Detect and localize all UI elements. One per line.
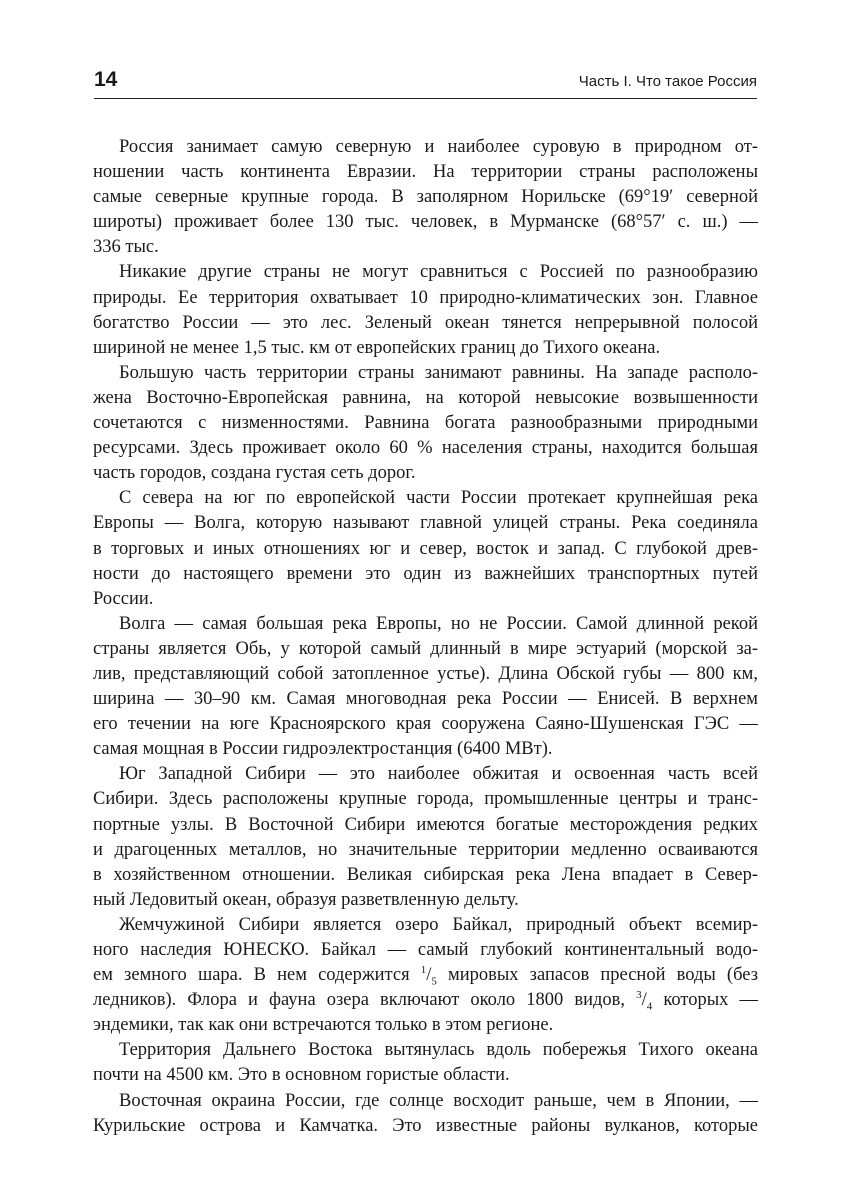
paragraph-4-line-1: С севера на юг по европейской части России протекает крупнейшая река xyxy=(119,488,758,509)
paragraph-7-line-1: Жемчужиной Сибири является озеро Байкал, природный объект всемир- xyxy=(119,914,758,935)
paragraph-4-line-3: в торговых и иных отношениях юг и север, восток и запад. С глубокой древ- xyxy=(93,538,758,559)
paragraph-5-line-4: ширина — 30–90 км. Самая многоводная река России — Енисей. В верхнем xyxy=(93,689,758,710)
paragraph-5-line-5: его течении на юге Красноярского края сооружена Саяно-Шушенская ГЭС — xyxy=(93,714,758,735)
paragraph-5-line-2: страны является Обь, у которой самый длинный в мире эстуарий (морской за- xyxy=(93,638,758,659)
paragraph-7-line-5: эндемики, так как они встречаются только в этом регионе. xyxy=(93,1015,554,1036)
paragraph-6-line-3: портные узлы. В Восточной Сибири имеются богатые месторождения редких xyxy=(93,814,758,835)
running-title: Часть I. Что такое Россия xyxy=(578,73,757,90)
text-run: ем земного шара. В нем содержится xyxy=(93,965,421,986)
paragraph-9-line-1: Восточная окраина России, где солнце восходит раньше, чем в Японии, — xyxy=(119,1090,758,1111)
paragraph-2-line-4: шириной не менее 1,5 тыс. км от европейских границ до Тихого океана. xyxy=(93,337,661,358)
paragraph-7-line-2: ного наследия ЮНЕСКО. Байкал — самый глубокий континентальный водо- xyxy=(93,940,758,960)
paragraph-8-line-2: почти на 4500 км. Это в основном гористые области. xyxy=(93,1065,510,1086)
paragraph-4-line-2: Европы — Волга, которую называют главной улицей страны. Река соединяла xyxy=(93,513,758,534)
fraction-numerator: 3 xyxy=(636,989,642,1002)
body-text xyxy=(93,135,758,1139)
text-run: мировых запасов пресной воды (без xyxy=(436,965,759,986)
paragraph-3-line-4: ресурсами. Здесь проживает около 60 % населения страны, находится большая xyxy=(93,438,758,459)
fraction-denominator: 4 xyxy=(646,1000,653,1013)
paragraph-2-line-1: Никакие другие страны не могут сравниться с Россией по разнообразию xyxy=(119,262,758,283)
paragraph-3-line-2: жена Восточно-Европейская равнина, на которой невысокие возвышенности xyxy=(93,387,758,408)
paragraph-3-line-1: Большую часть территории страны занимают равнины. На западе располо- xyxy=(119,362,758,383)
paragraph-1-line-1: Россия занимает самую северную и наиболее суровую в природном от- xyxy=(119,137,758,157)
paragraph-1-line-4: широты) проживает более 130 тыс. человек, в Мурманске (68°57′ с. ш.) — xyxy=(93,212,758,233)
paragraph-5-line-6: самая мощная в России гидроэлектростанция (6400 МВт). xyxy=(93,739,553,760)
paragraph-5-line-3: лив, представляющий собой затопленное устье). Длина Обской губы — 800 км, xyxy=(93,663,758,684)
paragraph-3-line-5: часть городов, создана густая сеть дорог. xyxy=(93,463,416,484)
paragraph-4-line-5: России. xyxy=(93,588,154,609)
paragraph-2-line-2: природы. Ее территория охватывает 10 природно-климатических зон. Главное xyxy=(93,287,758,308)
paragraph-7-line-4: ледников). Флора и фауна озера включают около 1800 видов, $^3/_4$ которых — xyxy=(93,989,758,1013)
paragraph-2-line-3: богатство России — это лес. Зеленый океан тянется непрерывной полосой xyxy=(93,312,758,333)
paragraph-4-line-4: ности до настоящего времени это один из важнейших транспортных путей xyxy=(93,563,758,584)
paragraph-7-line-3: ем земного шара. В нем содержится $^1/_5$ мировых запасов пресной воды (без xyxy=(93,963,759,988)
fraction-numerator: 1 xyxy=(420,963,427,976)
paragraph-1-line-5: 336 тыс. xyxy=(93,237,159,258)
paragraph-8-line-1: Территория Дальнего Востока вытянулась вдоль побережья Тихого океана xyxy=(119,1040,758,1061)
fraction-denominator: 5 xyxy=(431,975,437,988)
page-number: 14 xyxy=(94,68,118,91)
paragraph-5-line-1: Волга — самая большая река Европы, но не России. Самой длинной рекой xyxy=(119,613,758,634)
paragraph-6-line-6: ный Ледовитый океан, образуя разветвленную дельту. xyxy=(93,889,519,910)
paragraph-9-line-2: Курильские острова и Камчатка. Это известные районы вулканов, которые xyxy=(93,1115,758,1136)
running-header xyxy=(94,64,757,99)
paragraph-1-line-2: ношении часть континента Евразии. На территории страны расположены xyxy=(93,162,758,183)
paragraph-6-line-5: в хозяйственном отношении. Великая сибирская река Лена впадает в Север- xyxy=(93,864,758,885)
paragraph-3-line-3: сочетаются с низменностями. Равнина богата разнообразными природными xyxy=(93,413,758,434)
paragraph-6-line-2: Сибири. Здесь расположены крупные города, промышленные центры и транс- xyxy=(93,789,758,810)
text-run: которых — xyxy=(652,990,758,1011)
paragraph-6-line-4: и драгоценных металлов, но значительные территории медленно осваиваются xyxy=(93,839,758,860)
text-run: ледников). Флора и фауна озера включают около 1800 видов, xyxy=(93,990,637,1011)
paragraph-1-line-3: самые северные крупные города. В заполярном Норильске (69°19′ северной xyxy=(93,187,758,208)
paragraph-6-line-1: Юг Западной Сибири — это наиболее обжитая и освоенная часть всей xyxy=(119,764,758,785)
